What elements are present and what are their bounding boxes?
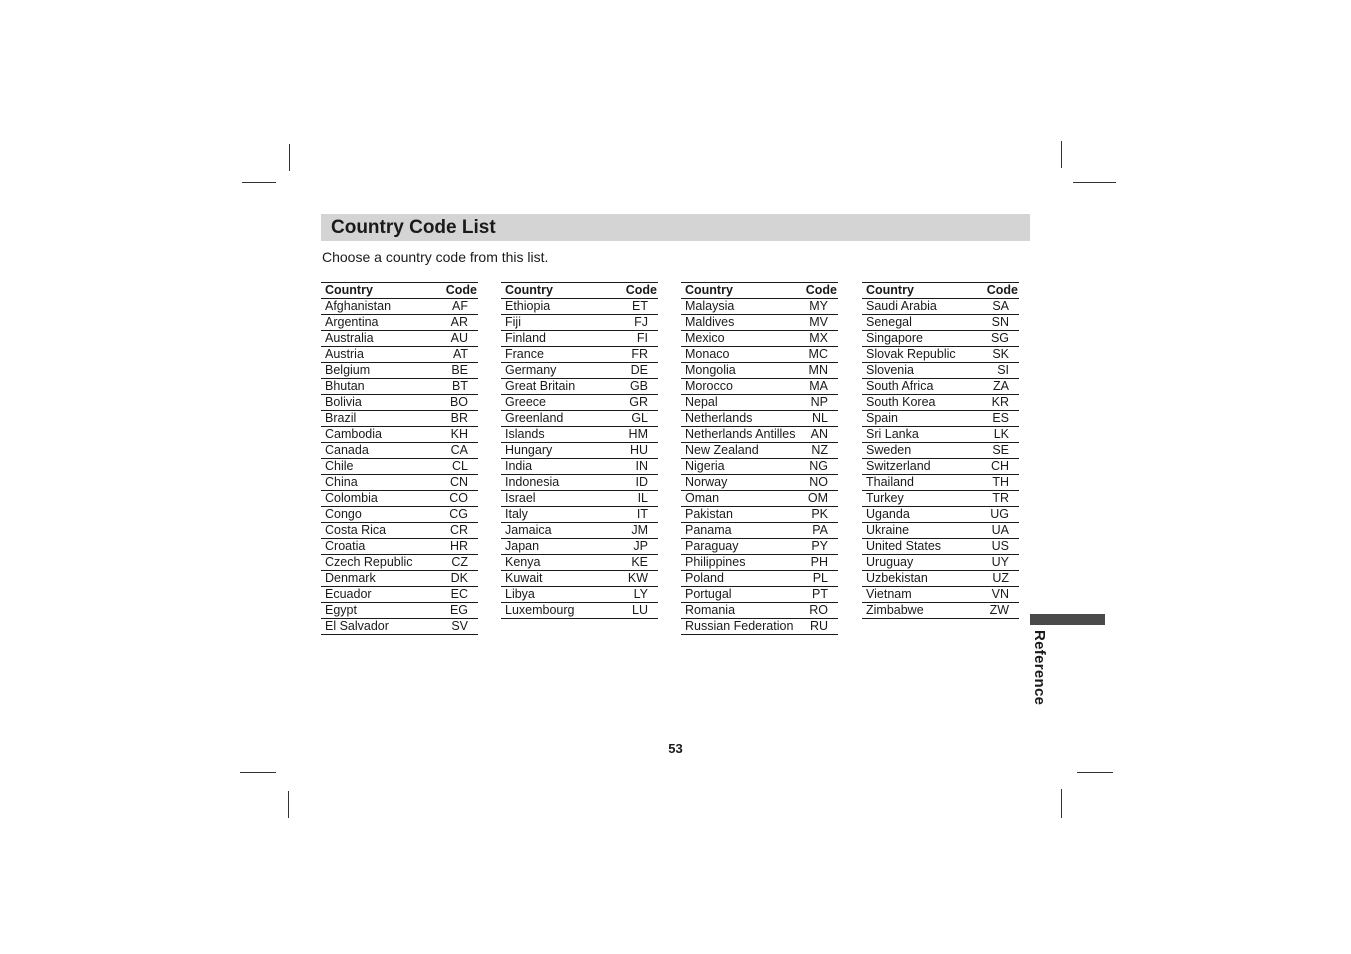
table-row [862, 539, 1019, 555]
country-code: AF [452, 299, 468, 313]
table-row [321, 459, 478, 475]
country-code: SA [992, 299, 1009, 313]
country-name: Slovenia [866, 363, 914, 377]
table-header [501, 283, 658, 299]
country-name: Great Britain [505, 379, 576, 393]
table-row [321, 379, 478, 395]
country-code: SE [992, 443, 1009, 457]
header-code: Code [445, 283, 477, 297]
table-row [501, 315, 658, 331]
country-code: SV [451, 619, 468, 633]
country-code: PL [812, 571, 828, 585]
table-row [681, 315, 838, 331]
country-code: ZA [993, 379, 1009, 393]
country-name: Belgium [325, 363, 371, 377]
country-code: MC [808, 347, 828, 361]
header-code: Code [625, 283, 657, 297]
country-name: Uganda [866, 507, 910, 521]
country-code: SG [990, 331, 1009, 345]
country-name: Libya [505, 587, 535, 601]
table-row [681, 363, 838, 379]
country-code: MA [809, 379, 828, 393]
country-code: MY [809, 299, 828, 313]
country-name: Austria [325, 347, 364, 361]
country-name: Argentina [325, 315, 379, 329]
table-row [681, 603, 838, 619]
table-row [321, 395, 478, 411]
table-row [501, 459, 658, 475]
table-row [501, 411, 658, 427]
country-name: Israel [505, 491, 536, 505]
country-code: GL [631, 411, 648, 425]
country-code: US [991, 539, 1009, 553]
table-row [321, 475, 478, 491]
table-row [501, 491, 658, 507]
table-row [862, 315, 1019, 331]
country-code: UZ [992, 571, 1009, 585]
country-column [501, 282, 658, 619]
country-code: NZ [811, 443, 828, 457]
country-code: PT [812, 587, 828, 601]
country-column [321, 282, 478, 635]
title-bar [321, 214, 1030, 241]
table-row [862, 443, 1019, 459]
table-row [862, 299, 1019, 315]
table-row [681, 379, 838, 395]
table-row [862, 347, 1019, 363]
country-code: BO [449, 395, 468, 409]
header-country: Country [866, 283, 914, 297]
table-row [501, 347, 658, 363]
country-name: Zimbabwe [866, 603, 924, 617]
country-code: BE [451, 363, 468, 377]
country-name: Congo [325, 507, 362, 521]
table-row [501, 523, 658, 539]
country-name: Afghanistan [325, 299, 392, 313]
country-name: Nigeria [685, 459, 725, 473]
table-row [681, 331, 838, 347]
crop-mark [242, 182, 276, 183]
table-row [501, 331, 658, 347]
table-row [501, 555, 658, 571]
country-name: Netherlands [685, 411, 753, 425]
country-name: Ukraine [866, 523, 910, 537]
header-country: Country [325, 283, 373, 297]
country-name: Malaysia [685, 299, 735, 313]
country-name: Japan [505, 539, 540, 553]
table-row [321, 363, 478, 379]
country-code: NG [809, 459, 828, 473]
country-name: Mexico [685, 331, 725, 345]
country-code: DK [450, 571, 468, 585]
table-header [321, 283, 478, 299]
country-code: EC [450, 587, 468, 601]
country-name: Cambodia [325, 427, 382, 441]
table-row [681, 571, 838, 587]
country-code: LY [633, 587, 648, 601]
country-name: Uzbekistan [866, 571, 928, 585]
country-name: Singapore [866, 331, 923, 345]
crop-mark [1073, 182, 1116, 183]
table-row [862, 571, 1019, 587]
country-code: CN [449, 475, 468, 489]
table-row [501, 571, 658, 587]
table-row [862, 411, 1019, 427]
table-row [501, 379, 658, 395]
country-name: Thailand [866, 475, 914, 489]
country-code: HU [629, 443, 648, 457]
country-code: IL [637, 491, 648, 505]
country-code: GB [629, 379, 648, 393]
country-name: Ecuador [325, 587, 372, 601]
country-name: Canada [325, 443, 369, 457]
country-name: Finland [505, 331, 546, 345]
country-code: IT [636, 507, 648, 521]
country-name: Portugal [685, 587, 732, 601]
country-name: Sri Lanka [866, 427, 919, 441]
country-name: Vietnam [866, 587, 912, 601]
table-row [681, 427, 838, 443]
country-name: Luxembourg [505, 603, 575, 617]
table-row [321, 571, 478, 587]
page-number: 53 [668, 741, 683, 756]
country-code: FI [636, 331, 648, 345]
header-code: Code [805, 283, 837, 297]
country-name: Panama [685, 523, 732, 537]
country-code: MX [809, 331, 828, 345]
country-name: Senegal [866, 315, 912, 329]
table-row [321, 411, 478, 427]
table-row [862, 523, 1019, 539]
table-row [321, 539, 478, 555]
table-row [862, 555, 1019, 571]
country-name: Greenland [505, 411, 564, 425]
intro-text: Choose a country code from this list. [322, 249, 549, 265]
table-row [321, 443, 478, 459]
table-header [862, 283, 1019, 299]
table-row [681, 507, 838, 523]
country-code: CR [449, 523, 468, 537]
country-code: PA [812, 523, 828, 537]
country-name: Fiji [505, 315, 521, 329]
country-name: New Zealand [685, 443, 759, 457]
header-code: Code [986, 283, 1018, 297]
page-title: Country Code List [331, 217, 496, 238]
country-name: China [325, 475, 358, 489]
table-row [321, 523, 478, 539]
table-row [681, 539, 838, 555]
table-row [321, 619, 478, 635]
country-code: HR [449, 539, 468, 553]
country-name: France [505, 347, 544, 361]
table-row [321, 347, 478, 363]
table-row [681, 523, 838, 539]
country-name: Egypt [325, 603, 357, 617]
table-row [681, 299, 838, 315]
country-name: Islands [505, 427, 545, 441]
country-name: Philippines [685, 555, 746, 569]
table-row [321, 587, 478, 603]
table-row [321, 331, 478, 347]
table-row [501, 587, 658, 603]
country-code: PY [811, 539, 828, 553]
country-code: SI [997, 363, 1009, 377]
country-code: KR [991, 395, 1009, 409]
table-row [681, 411, 838, 427]
table-row [681, 619, 838, 635]
table-row [681, 347, 838, 363]
country-name: Uruguay [866, 555, 914, 569]
crop-mark [1077, 772, 1113, 773]
table-row [862, 427, 1019, 443]
crop-mark [240, 772, 276, 773]
table-row [501, 507, 658, 523]
country-name: Pakistan [685, 507, 733, 521]
country-code: MN [808, 363, 828, 377]
table-header [681, 283, 838, 299]
country-name: Netherlands Antilles [685, 427, 796, 441]
section-tab-label: Reference [1031, 630, 1048, 706]
crop-mark [1061, 141, 1062, 168]
country-name: Bolivia [325, 395, 362, 409]
section-tab-bar [1030, 614, 1105, 625]
crop-mark [288, 791, 289, 818]
country-name: Slovak Republic [866, 347, 956, 361]
country-name: El Salvador [325, 619, 389, 633]
table-row [501, 539, 658, 555]
country-name: Bhutan [325, 379, 365, 393]
country-name: Sweden [866, 443, 912, 457]
country-code: GR [629, 395, 648, 409]
country-code: KH [450, 427, 468, 441]
country-name: Czech Republic [325, 555, 413, 569]
table-row [321, 427, 478, 443]
country-code: VN [991, 587, 1009, 601]
country-name: India [505, 459, 533, 473]
country-name: Morocco [685, 379, 733, 393]
header-country: Country [505, 283, 553, 297]
country-code: NO [809, 475, 828, 489]
country-code: FR [631, 347, 648, 361]
country-code: SK [992, 347, 1009, 361]
country-code: NP [810, 395, 828, 409]
country-code: CH [990, 459, 1009, 473]
table-row [862, 491, 1019, 507]
table-row [681, 475, 838, 491]
table-row [501, 427, 658, 443]
country-name: Mongolia [685, 363, 736, 377]
country-code: RU [809, 619, 828, 633]
country-code: AT [452, 347, 468, 361]
table-row [321, 603, 478, 619]
country-name: South Korea [866, 395, 936, 409]
country-name: Greece [505, 395, 546, 409]
table-row [681, 443, 838, 459]
country-code: AR [450, 315, 468, 329]
table-row [681, 491, 838, 507]
crop-mark [1061, 789, 1062, 818]
country-code: FJ [634, 315, 648, 329]
country-name: South Africa [866, 379, 934, 393]
country-code: JM [631, 523, 648, 537]
country-code: KW [627, 571, 648, 585]
table-row [862, 395, 1019, 411]
country-code: BT [452, 379, 468, 393]
country-code: LU [632, 603, 648, 617]
country-name: Croatia [325, 539, 366, 553]
country-name: Costa Rica [325, 523, 387, 537]
country-code: EG [449, 603, 468, 617]
country-code: ES [992, 411, 1009, 425]
country-name: Italy [505, 507, 528, 521]
table-row [862, 459, 1019, 475]
country-name: Poland [685, 571, 724, 585]
country-code: TR [992, 491, 1009, 505]
country-code: UA [991, 523, 1009, 537]
country-column [681, 282, 838, 635]
country-name: Oman [685, 491, 720, 505]
country-code: RO [809, 603, 828, 617]
country-name: Saudi Arabia [866, 299, 937, 313]
country-code: HM [628, 427, 648, 441]
country-name: Monaco [685, 347, 730, 361]
country-name: Norway [685, 475, 728, 489]
country-code: CL [452, 459, 468, 473]
table-row [862, 587, 1019, 603]
country-column [862, 282, 1019, 619]
table-row [862, 379, 1019, 395]
table-row [501, 299, 658, 315]
country-name: Chile [325, 459, 354, 473]
crop-mark [289, 144, 290, 171]
table-row [321, 299, 478, 315]
table-row [501, 475, 658, 491]
country-name: Kuwait [505, 571, 543, 585]
table-row [501, 443, 658, 459]
table-row [681, 459, 838, 475]
country-name: Brazil [325, 411, 357, 425]
table-row [321, 491, 478, 507]
country-name: Russian Federation [685, 619, 794, 633]
table-row [501, 395, 658, 411]
table-row [681, 587, 838, 603]
country-name: Hungary [505, 443, 553, 457]
table-row [862, 507, 1019, 523]
country-code: AN [810, 427, 828, 441]
country-name: Paraguay [685, 539, 739, 553]
country-code: CO [449, 491, 468, 505]
country-code: PK [811, 507, 828, 521]
country-name: Spain [866, 411, 898, 425]
country-name: Ethiopia [505, 299, 551, 313]
country-code: ID [635, 475, 648, 489]
table-row [321, 555, 478, 571]
country-code: MV [809, 315, 828, 329]
country-name: Colombia [325, 491, 378, 505]
country-name: Nepal [685, 395, 718, 409]
table-row [321, 315, 478, 331]
table-row [501, 363, 658, 379]
country-code: JP [633, 539, 648, 553]
country-code: SN [991, 315, 1009, 329]
country-code: CG [449, 507, 468, 521]
table-row [501, 603, 658, 619]
country-name: Switzerland [866, 459, 931, 473]
country-name: Kenya [505, 555, 541, 569]
country-code: OM [807, 491, 828, 505]
country-code: PH [810, 555, 828, 569]
country-name: Turkey [866, 491, 904, 505]
country-name: Germany [505, 363, 557, 377]
country-code: UY [991, 555, 1009, 569]
table-row [862, 331, 1019, 347]
country-name: Jamaica [505, 523, 552, 537]
table-row [862, 363, 1019, 379]
table-row [862, 603, 1019, 619]
table-row [681, 555, 838, 571]
country-code: NL [812, 411, 828, 425]
table-row [321, 507, 478, 523]
table-row [862, 475, 1019, 491]
country-code: LK [993, 427, 1009, 441]
country-code: CA [450, 443, 468, 457]
country-code: ZW [989, 603, 1009, 617]
country-name: Maldives [685, 315, 735, 329]
country-code: ET [632, 299, 648, 313]
country-name: United States [866, 539, 942, 553]
header-country: Country [685, 283, 733, 297]
country-code: TH [992, 475, 1009, 489]
table-row [681, 395, 838, 411]
country-name: Australia [325, 331, 374, 345]
country-code: DE [630, 363, 648, 377]
country-code: CZ [451, 555, 468, 569]
country-code: KE [631, 555, 648, 569]
country-name: Indonesia [505, 475, 560, 489]
country-code: UG [990, 507, 1009, 521]
country-name: Romania [685, 603, 736, 617]
country-code: AU [450, 331, 468, 345]
country-code: IN [635, 459, 648, 473]
country-code: BR [450, 411, 468, 425]
country-name: Denmark [325, 571, 376, 585]
